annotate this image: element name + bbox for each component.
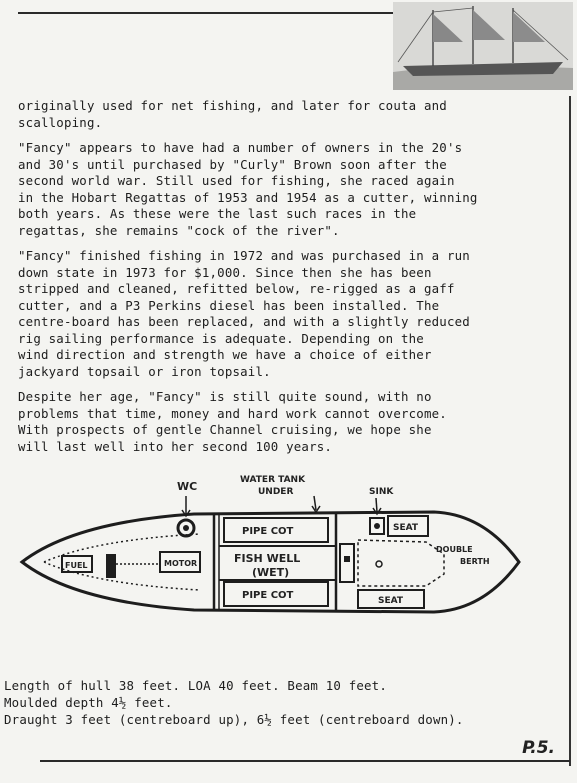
seat-top-label: SEAT xyxy=(393,523,419,533)
fish-well-label: FISH WELL xyxy=(234,552,301,565)
fuel-label: FUEL xyxy=(65,561,88,570)
pipe-cot-bottom-label: PIPE COT xyxy=(242,590,294,601)
bottom-rule xyxy=(40,760,570,762)
spec-depth: Moulded depth 4½ feet. xyxy=(4,695,173,710)
ship-sketch-image xyxy=(393,2,573,90)
double-berth-berth-label: BERTH xyxy=(460,557,490,566)
paragraph-1: originally used for net fishing, and later for couta and scalloping. xyxy=(18,98,447,130)
water-tank-label: WATER TANK xyxy=(240,475,306,485)
sink-label: SINK xyxy=(369,487,394,497)
centreboard-case xyxy=(340,544,354,582)
seat-bottom-label: SEAT xyxy=(378,596,404,606)
paragraph-4: Despite her age, "Fancy" is still quite sound, with no problems that time, money and hard work cannot overcome. With prospects of gentle Channel cruising, we hope she will last well into her second 100 years. xyxy=(18,389,447,454)
double-berth-label: DOUBLE xyxy=(436,545,473,554)
deck-plan-diagram xyxy=(14,470,534,655)
page-number: P.5. xyxy=(522,738,555,758)
spec-draught: Draught 3 feet (centreboard up), 6½ feet (centreboard down). xyxy=(4,712,464,727)
paragraph-3: "Fancy" finished fishing in 1972 and was purchased in a run down state in 1973 for $1,000. Since then she has been stripped and cleaned, refitted below, re-rigged as a gaff cutter, and a P3 Perkins diesel has been installed. The centre-board has been replaced, and with a slightly reduced rig sailing performance is adequate. Depending on the wind direction and strength we have a choice of either jackyard topsail or iron topsail. xyxy=(18,248,470,379)
engine-block xyxy=(106,554,116,578)
paragraph-2: "Fancy" appears to have had a number of owners in the 20's and 30's until purchased by "Curly" Brown soon after the second world war. Still used for fishing, she raced again in the Hobart Regattas of 1953 and 1954 as a cutter, winning both years. As these were the last such races in the regattas, she remains "cock of the river". xyxy=(18,140,478,238)
water-tank-under-label: UNDER xyxy=(258,487,294,497)
fish-well-wet-label: (WET) xyxy=(252,566,290,579)
spec-length: Length of hull 38 feet. LOA 40 feet. Beam 10 feet. xyxy=(4,678,387,693)
wc-label: WC xyxy=(177,480,198,493)
motor-label: MOTOR xyxy=(164,559,198,568)
body-text xyxy=(18,98,538,464)
right-margin-line xyxy=(569,96,571,766)
top-rule xyxy=(18,12,398,14)
pipe-cot-top-label: PIPE COT xyxy=(242,526,294,537)
double-berth-outline xyxy=(358,540,444,586)
hull-specifications xyxy=(4,677,544,728)
